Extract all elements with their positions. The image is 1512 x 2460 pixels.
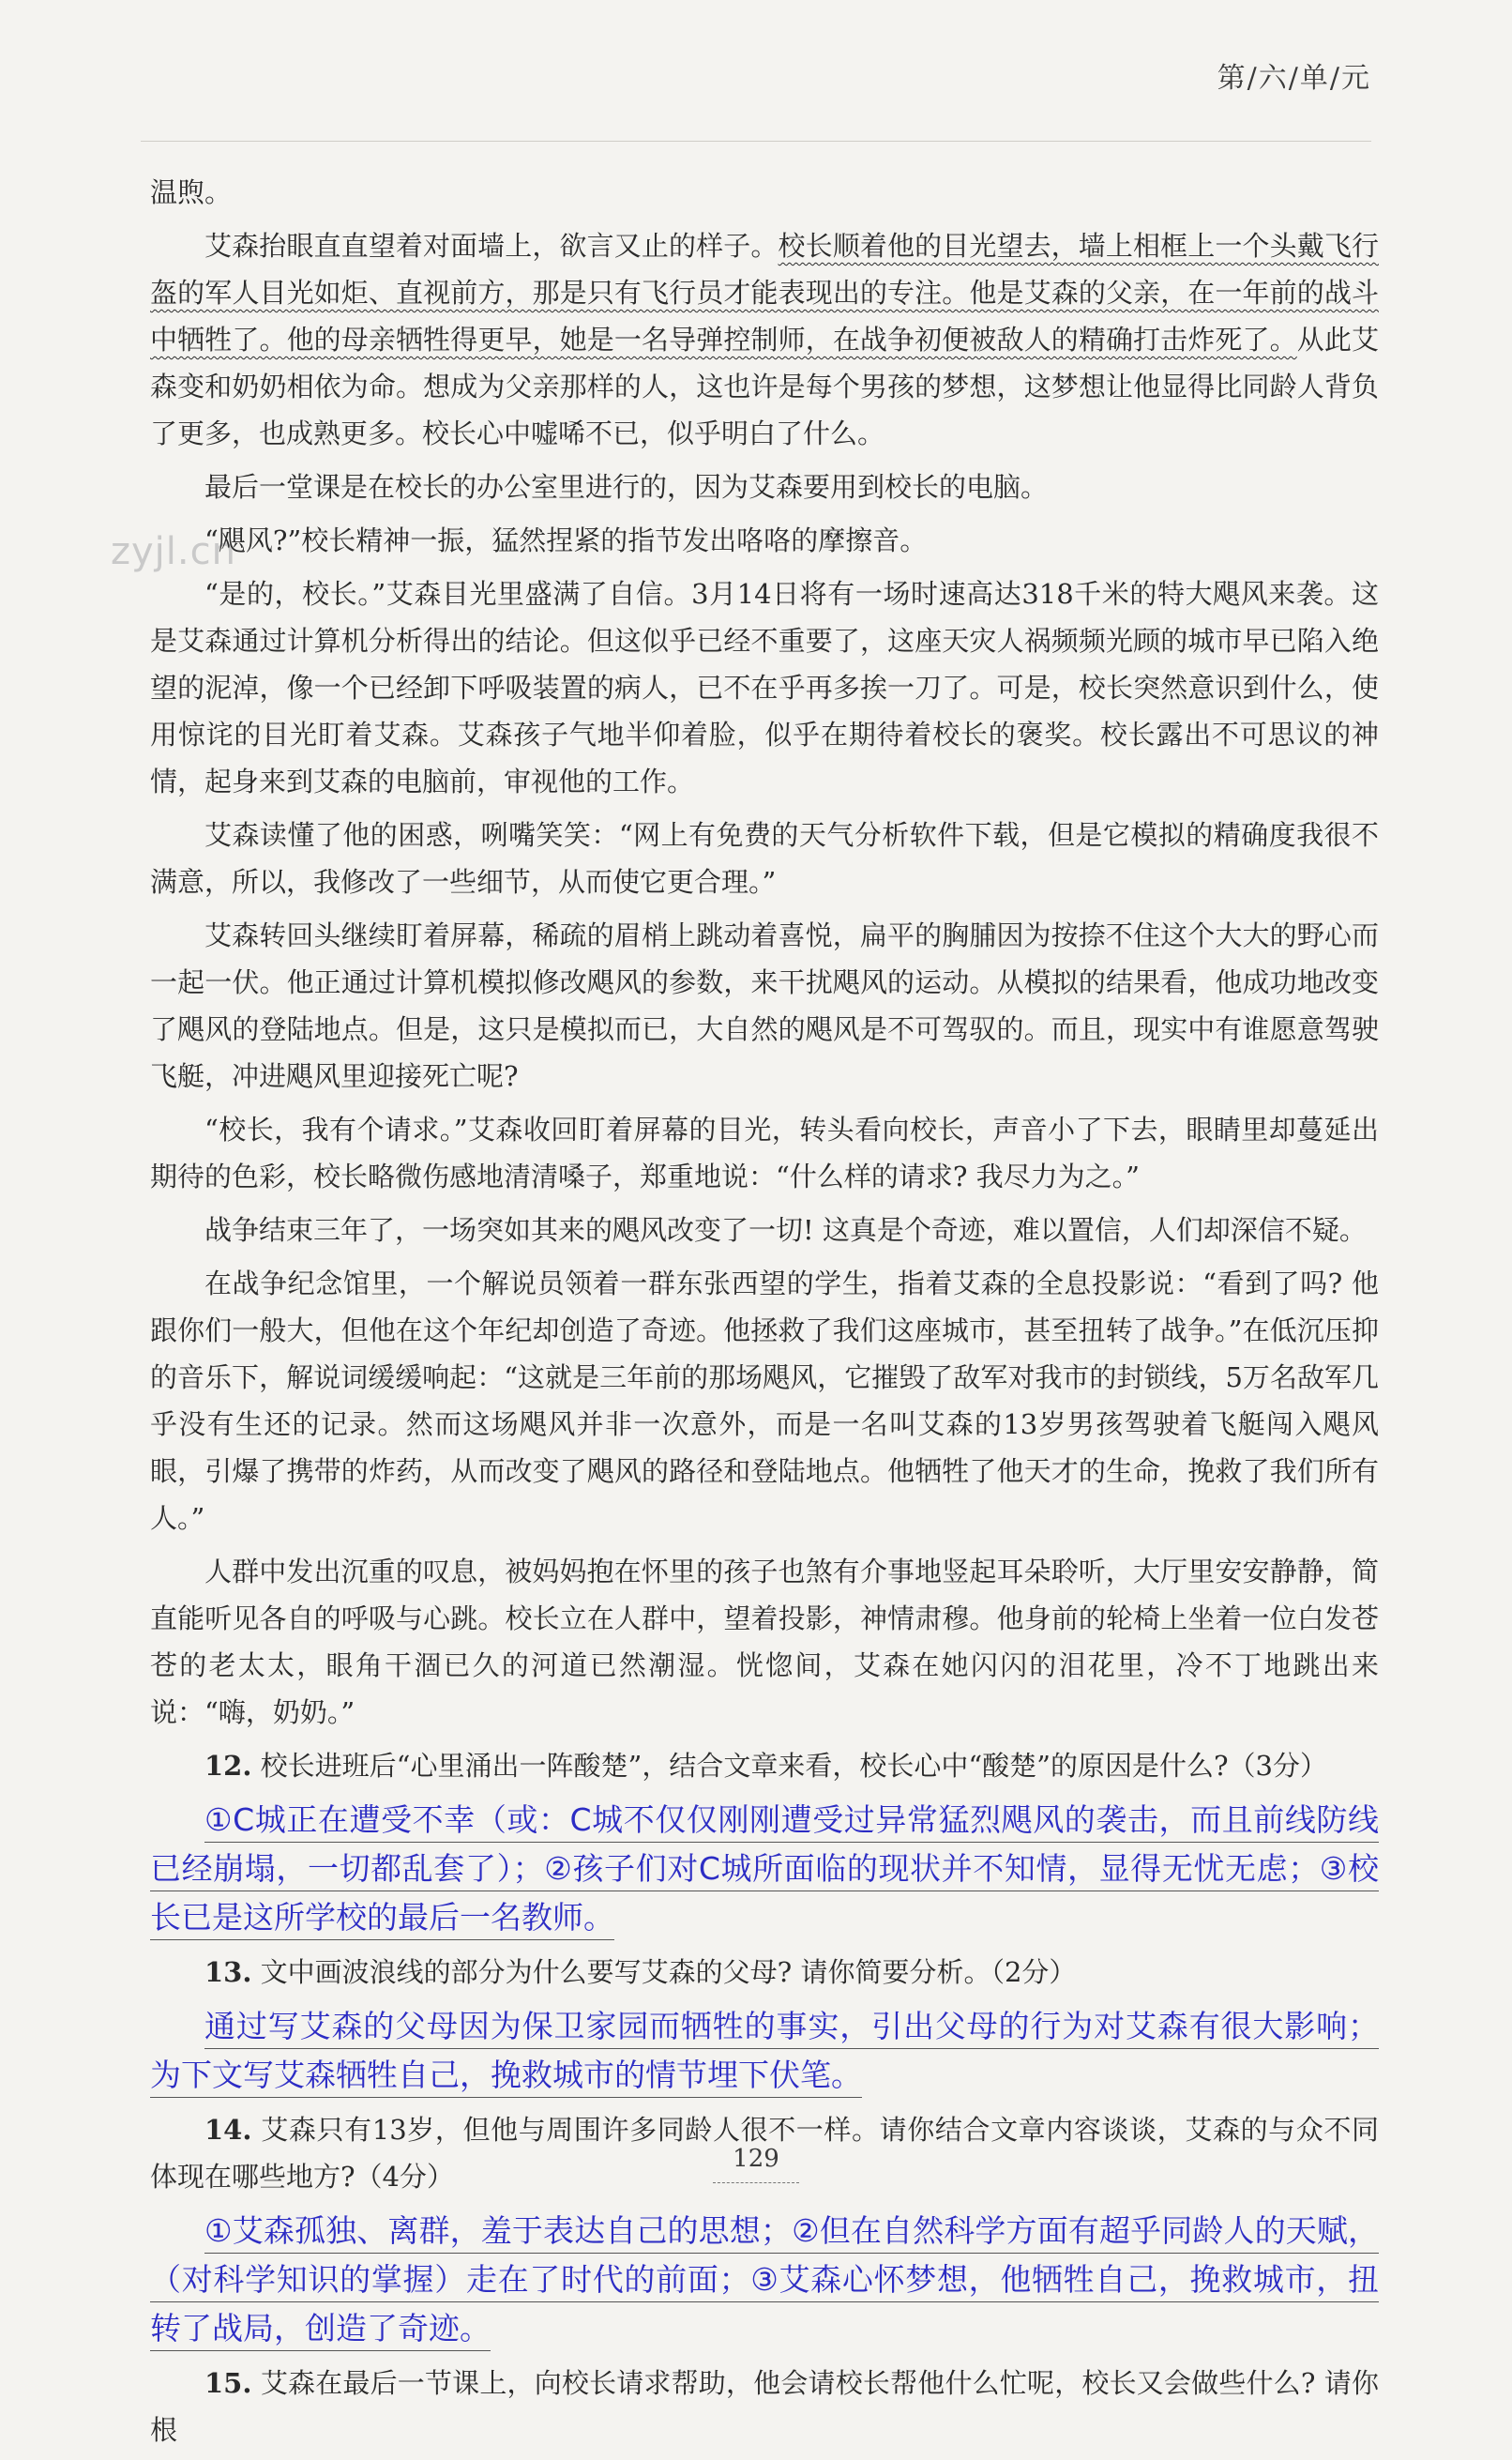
paragraph-6: 艾森转回头继续盯着屏幕，稀疏的眉梢上跳动着喜悦，扁平的胸脯因为按捺不住这个大大的野心而一起一伏。他正通过计算机模拟修改飓风的参数，来干扰飓风的运动。从模拟的结果看，他成功地改变了飓风的登陆地点。但是，这只是模拟而已，大自然的飓风是不可驾驭的。而且，现实中有谁愿意驾驶飞艇，冲进飓风里迎接死亡呢? [150,919,1379,1092]
question-number: 14. [204,2114,252,2146]
question-number: 15. [204,2367,252,2399]
paragraph-2: 最后一堂课是在校长的办公室里进行的，因为艾森要用到校长的电脑。 [204,471,1049,503]
question-12 [150,1742,1379,1789]
answer-13 [150,2002,1379,2100]
unit-header: 第/六/单/元 [1217,62,1371,95]
paragraph-5: 艾森读懂了他的困惑，咧嘴笑笑：“网上有免费的天气分析软件下载，但是它模拟的精确度我很不满意，所以，我修改了一些细节，从而使它更合理。” [150,819,1379,898]
page-number-rule [713,2182,799,2183]
question-number: 13. [204,1956,252,1988]
paragraph-0: 温煦。 [150,176,233,208]
question-15 [150,2360,1379,2453]
watermark: zyjl.cn [111,530,236,573]
paragraph-1 [150,222,1379,457]
paragraph-8: 战争结束三年了，一场突如其来的飓风改变了一切! 这真是个奇迹，难以置信，人们却深信不疑。 [204,1214,1367,1246]
question-text: 艾森在最后一节课上，向校长请求帮助，他会请校长帮他什么忙呢，校长又会做些什么? 请你根 [150,2367,1379,2446]
wavy-underlined-passage: 校长顺着他的目光望去，墙上相框上一个头戴飞行盔的军人目光如炬、直视前方，那是只有飞行员才能表现出的专注。他是艾森的父亲，在一年前的战斗中牺牲了。他的母亲牺牲得更早，她是一名导弹控制师，在战争初便被敌人的精确打击炸死了。 [150,230,1379,356]
question-text: 文中画波浪线的部分为什么要写艾森的父母? 请你简要分析。（2分） [260,1956,1077,1988]
paragraph-1-tail: 从此艾森变和奶奶相依为命。想成为父亲那样的人，这也许是每个男孩的梦想，这梦想让他显得比同龄人背负了更多，也成熟更多。校长心中嘘唏不已，似乎明白了什么。 [150,324,1379,449]
header-rule [141,141,1371,142]
answer-14 [150,2207,1379,2353]
handwritten-answer: 通过写艾森的父母因为保卫家园而牺牲的事实，引出父母的行为对艾森有很大影响；为下文写艾森牺牲自己，挽救城市的情节埋下伏笔。 [150,2008,1379,2098]
question-number: 12. [204,1750,252,1782]
handwritten-answer: ①C城正在遭受不幸（或：C城不仅仅刚刚遭受过异常猛烈飓风的袭击，而且前线防线已经崩塌，一切都乱套了）；②孩子们对C城所面临的现状并不知情，显得无忧无虑；③校长已是这所学校的最后一名教师。 [150,1801,1379,1940]
paragraph-1-lead: 艾森抬眼直直望着对面墙上，欲言又止的样子。 [204,230,779,262]
article-body [150,169,1379,2460]
question-13 [150,1949,1379,1996]
answer-12 [150,1796,1379,1942]
page-number: 129 [733,2145,779,2173]
handwritten-answer: ①艾森孤独、离群，羞于表达自己的思想；②但在自然科学方面有超乎同龄人的天赋，（对科学知识的掌握）走在了时代的前面；③艾森心怀梦想，他牺牲自己，挽救城市，扭转了战局，创造了奇迹。 [150,2212,1379,2351]
paragraph-3: “飓风?”校长精神一振，猛然捏紧的指节发出咯咯的摩擦音。 [204,524,928,556]
paragraph-10: 人群中发出沉重的叹息，被妈妈抱在怀里的孩子也煞有介事地竖起耳朵聆听，大厅里安安静静，简直能听见各自的呼吸与心跳。校长立在人群中，望着投影，神情肃穆。他身前的轮椅上坐着一位白发苍苍的老太太，眼角干涸已久的河道已然潮湿。恍惚间，艾森在她闪闪的泪花里，冷不丁地跳出来说：“嗨，奶奶。” [150,1556,1379,1728]
question-text: 校长进班后“心里涌出一阵酸楚”，结合文章来看，校长心中“酸楚”的原因是什么?（3分） [260,1750,1327,1782]
question-text: 艾森只有13岁，但他与周围许多同龄人很不一样。请你结合文章内容谈谈，艾森的与众不同体现在哪些地方?（4分） [150,2114,1380,2193]
paragraph-9: 在战争纪念馆里，一个解说员领着一群东张西望的学生，指着艾森的全息投影说：“看到了吗? 他跟你们一般大，但他在这个年纪却创造了奇迹。他拯救了我们这座城市，甚至扭转了战争。”在低沉压抑的音乐下，解说词缓缓响起：“这就是三年前的那场飓风，它摧毁了敌军对我市的封锁线，5万名敌军几乎没有生还的记录。然而这场飓风并非一次意外，而是一名叫艾森的13岁男孩驾驶着飞艇闯入飓风眼，引爆了携带的炸药，从而改变了飓风的路径和登陆地点。他牺牲了他天才的生命，挽救了我们所有人。” [150,1268,1379,1534]
paragraph-4: “是的，校长。”艾森目光里盛满了自信。3月14日将有一场时速高达318千米的特大飓风来袭。这是艾森通过计算机分析得出的结论。但这似乎已经不重要了，这座天灾人祸频频光顾的城市早已陷入绝望的泥淖，像一个已经卸下呼吸装置的病人，已不在乎再多挨一刀了。可是，校长突然意识到什么，使用惊诧的目光盯着艾森。艾森孩子气地半仰着脸，似乎在期待着校长的褒奖。校长露出不可思议的神情，起身来到艾森的电脑前，审视他的工作。 [150,578,1379,797]
paragraph-7: “校长，我有个请求。”艾森收回盯着屏幕的目光，转头看向校长，声音小了下去，眼睛里却蔓延出期待的色彩，校长略微伤感地清清嗓子，郑重地说：“什么样的请求? 我尽力为之。” [150,1114,1379,1192]
